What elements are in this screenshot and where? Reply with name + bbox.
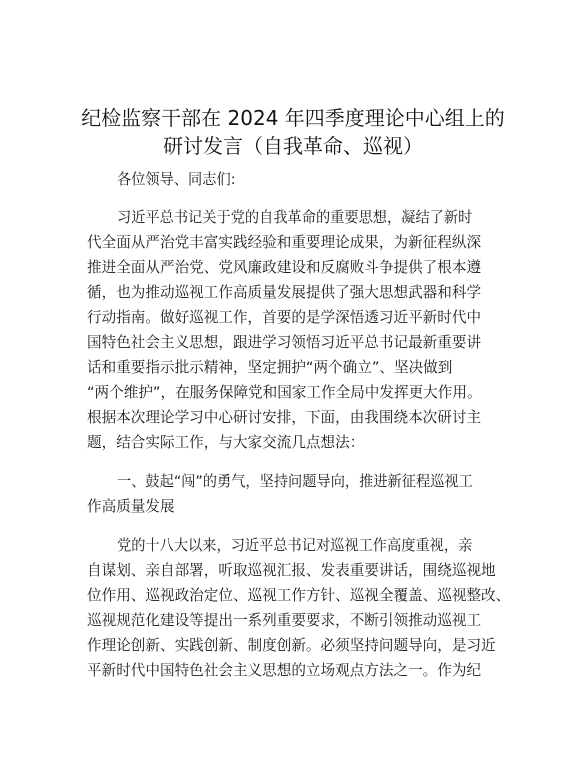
paragraph-2-line: 党的十八大以来，习近平总书记对巡视工作高度重视，亲 bbox=[117, 537, 473, 554]
paragraph-1-line: 代全面从严治党丰富实践经验和重要理论成果，为新征程纵深 bbox=[87, 234, 482, 251]
paragraph-2-line: 自谋划、亲自部署，听取巡视汇报、发表重要讲话，围绕巡视地 bbox=[87, 562, 496, 579]
paragraph-1-line: 行动指南。做好巡视工作，首要的是学深悟透习近平新时代中 bbox=[87, 309, 482, 326]
salutation: 各位领导、同志们: bbox=[117, 171, 236, 188]
paragraph-1-line: 推进全面从严治党、党风廉政建设和反腐败斗争提供了根本遵 bbox=[87, 259, 482, 276]
paragraph-1-line: 循，也为推动巡视工作高质量发展提供了强大思想武器和科学 bbox=[87, 284, 482, 301]
section-heading-line: 作高质量发展 bbox=[87, 498, 175, 515]
paragraph-2-line: 巡视规范化建设等提出一系列重要要求，不断引领推动巡视工 bbox=[87, 612, 482, 629]
document-title-line-2: 研讨发言（自我革命、巡视） bbox=[163, 134, 423, 158]
paragraph-2-line: 位作用、巡视政治定位、巡视工作方针、巡视全覆盖、巡视整改、 bbox=[87, 587, 511, 604]
paragraph-1-line: 国特色社会主义思想，跟进学习领悟习近平总书记最新重要讲 bbox=[87, 334, 482, 351]
paragraph-1-line: “两个维护”，在服务保障党和国家工作全局中发挥更大作用。 bbox=[87, 384, 482, 401]
paragraph-1-line: 根据本次理论学习中心研讨安排，下面，由我围绕本次研讨主 bbox=[87, 409, 482, 426]
section-heading-line: 一、鼓起“闯”的勇气，坚持问题导向，推进新征程巡视工 bbox=[117, 473, 473, 490]
paragraph-2-line: 平新时代中国特色社会主义思想的立场观点方法之一。作为纪 bbox=[87, 662, 482, 679]
document-title-line-1: 纪检监察干部在 2024 年四季度理论中心组上的 bbox=[81, 106, 505, 130]
paragraph-1-line: 话和重要指示批示精神，坚定拥护“两个确立”、坚决做到 bbox=[87, 359, 453, 376]
paragraph-2-line: 作理论创新、实践创新、制度创新。必须坚持问题导向，是习近 bbox=[87, 637, 496, 654]
paragraph-1-line: 题，结合实际工作，与大家交流几点想法： bbox=[87, 434, 365, 451]
paragraph-1-line: 习近平总书记关于党的自我革命的重要思想，凝结了新时 bbox=[117, 209, 473, 226]
